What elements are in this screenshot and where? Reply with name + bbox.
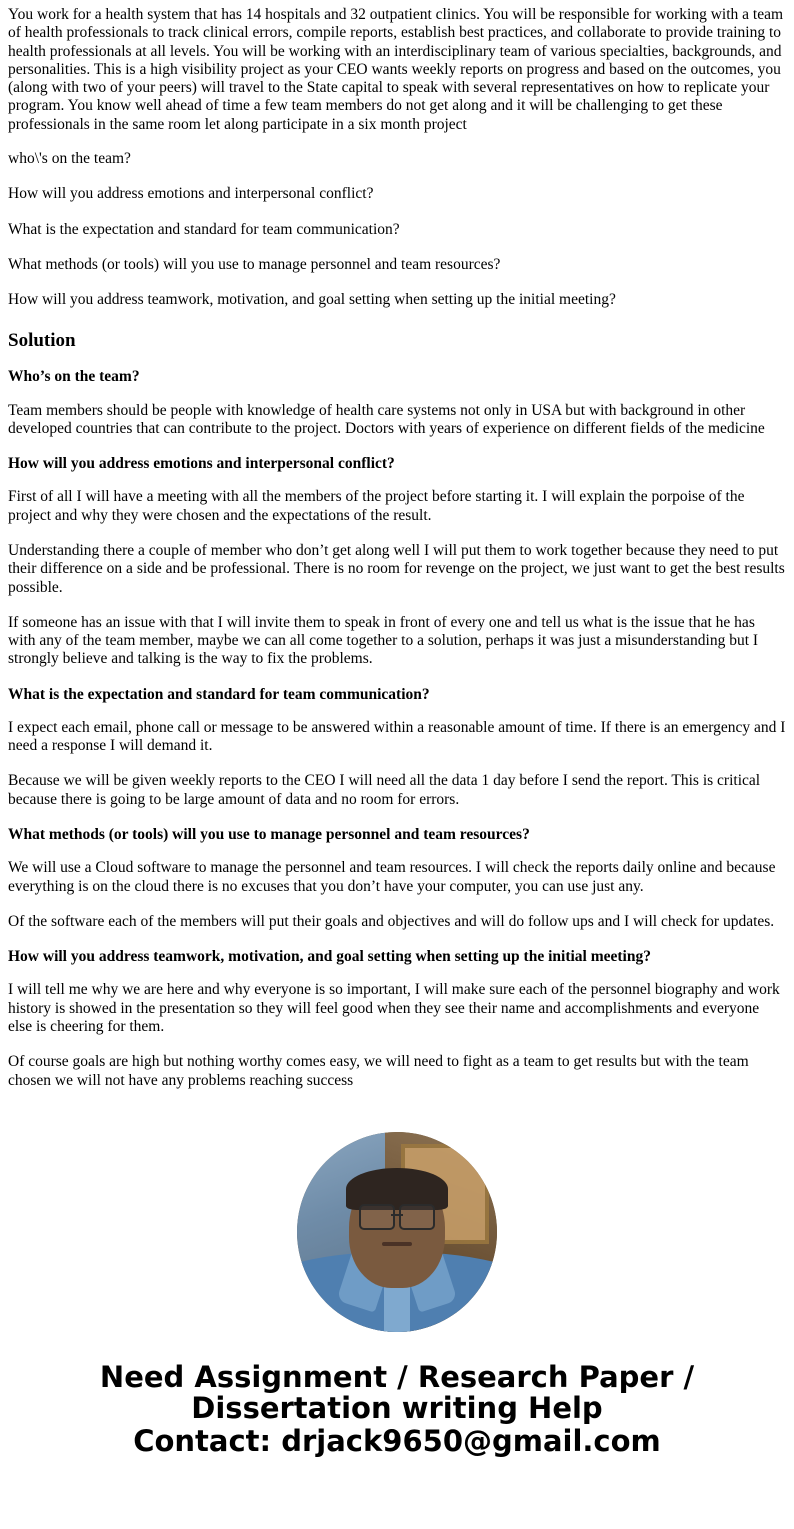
section-paragraph: Of the software each of the members will put their goals and objectives and will do follow ups and I will check for updates.: [8, 912, 775, 930]
question-item: How will you address emotions and interpersonal conflict?: [8, 185, 374, 203]
section-heading: What is the expectation and standard for team communication?: [8, 685, 430, 703]
section-paragraph: Of course goals are high but nothing worthy comes easy, we will need to fight as a team to get results but with the team chosen we will not have any problems reaching success: [8, 1053, 749, 1089]
section-paragraph: I will tell me why we are here and why everyone is so important, I will make sure each of the personnel biography and work history is showed in the presentation so they will feel good when they see their name and accomplishments and everyone else is cheering for them.: [8, 981, 780, 1036]
footer-line-1: Need Assignment / Research Paper / Dissertation: [99, 1359, 695, 1425]
question-item: What methods (or tools) will you use to manage personnel and team resources?: [8, 255, 501, 273]
document-page: [0, 6, 794, 1457]
section-paragraph: First of all I will have a meeting with all the members of the project before starting it. I will explain the porpoise of the project and why they were chosen and the expectations of the result.: [8, 488, 745, 524]
section-paragraph: We will use a Cloud software to manage the personnel and team resources. I will check the reports daily online and because everything is on the cloud there is no excuses that you don’t have your computer, you can use just any.: [8, 859, 776, 895]
glasses-left-lens: [359, 1204, 395, 1230]
section-heading: How will you address emotions and interpersonal conflict?: [8, 455, 395, 473]
assignment-prompt: You work for a health system that has 14 hospitals and 32 outpatient clinics. You will be responsible for working with a team of health professionals to track clinical errors, compile reports, establish best practices, and collaborate to provide training to health professionals at all levels. You will be working with an interdisciplinary team of various specialties, backgrounds, and personalities. This is a high visibility project as your CEO wants weekly reports on progress and based on the outcomes, you (along with two of your peers) will travel to the State capital to speak with several representatives on how to replicate your program. You know well ahead of time a few team members do not get along and it will be challenging to get these professionals in the same room let along participate in a six month project: [8, 6, 784, 133]
footer-contact-email: Contact: drjack9650@gmail.com: [133, 1423, 661, 1458]
avatar: [297, 1132, 497, 1332]
glasses-right-lens: [399, 1204, 435, 1230]
section-paragraph: I expect each email, phone call or message to be answered within a reasonable amount of time. If there is an emergency and I need a response I will demand it.: [8, 718, 786, 755]
section-paragraph: Because we will be given weekly reports to the CEO I will need all the data 1 day before I send the report. This is critical because there is going to be large amount of data and no room for errors.: [8, 772, 761, 808]
mouth-shape: [382, 1242, 412, 1246]
question-item: What is the expectation and standard for team communication?: [8, 220, 400, 238]
section-heading: How will you address teamwork, motivation, and goal setting when setting up the initial meeting?: [8, 948, 651, 966]
section-paragraph: If someone has an issue with that I will invite them to speak in front of every one and tell us what is the issue that he has with any of the team member, maybe we can all come together to a solution, perhaps it was just a misunderstanding but I strongly believe and talking is the way to fix the problems.: [8, 613, 759, 668]
section-heading: Who’s on the team?: [8, 368, 140, 386]
solution-heading: Solution: [8, 330, 76, 352]
author-photo-container: [8, 1132, 786, 1332]
footer-line-2: writing Help: [401, 1390, 603, 1425]
question-item: How will you address teamwork, motivation, and goal setting when setting up the initial meeting?: [8, 291, 616, 309]
section-heading: What methods (or tools) will you use to manage personnel and team resources?: [8, 826, 530, 844]
glasses-bridge: [391, 1214, 403, 1216]
question-item: who\'s on the team?: [8, 149, 131, 167]
footer-promo: [8, 1359, 786, 1458]
section-paragraph: Team members should be people with knowledge of health care systems not only in USA but with background in other developed countries that can contribute to the project. Doctors with years of experience on different fields of the medicine: [8, 401, 765, 437]
section-paragraph: Understanding there a couple of member who don’t get along well I will put them to work together because they need to put their difference on a side and be professional. There is no room for revenge on the project, we just want to get the best results possible.: [8, 541, 785, 596]
